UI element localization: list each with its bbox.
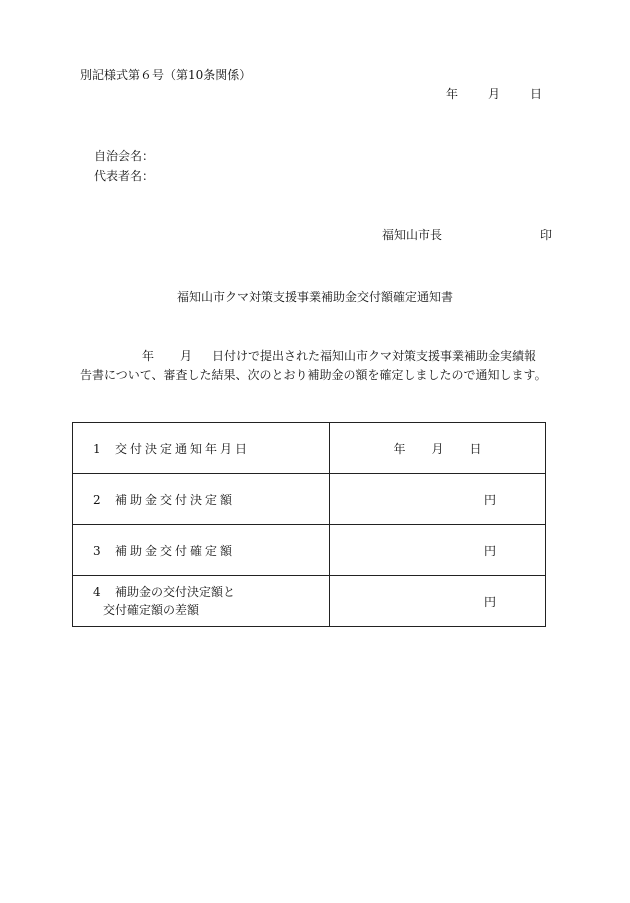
row-label-text: 補助金交付決定額 (115, 492, 236, 507)
row-number: 2 (93, 492, 101, 507)
issue-date (446, 85, 542, 102)
row-label (73, 423, 330, 474)
table-row (73, 576, 546, 627)
row-number: 3 (93, 543, 101, 558)
date-year-label: 年 (446, 87, 459, 101)
row-label-text: 交付決定通知年月日 (115, 441, 251, 456)
row-value (330, 423, 546, 474)
value-day-label: 日 (469, 441, 482, 456)
row-label (73, 525, 330, 576)
row-number: 1 (93, 441, 101, 456)
seal-mark: 印 (540, 228, 553, 242)
row-value: 円 (330, 525, 546, 576)
form-number: 別記様式第６号（第10条関係） (80, 68, 252, 82)
body-year-label: 年 (142, 349, 155, 363)
document-title: 福知山市クマ対策支援事業補助金交付額確定通知書 (176, 290, 453, 304)
date-day-label: 日 (530, 87, 543, 101)
table-row (73, 423, 546, 474)
value-year-label: 年 (393, 441, 406, 456)
body-month-label: 月 (180, 349, 193, 363)
row-label-text: 補助金交付確定額 (115, 543, 236, 558)
value-month-label: 月 (431, 441, 444, 456)
details-table (72, 422, 546, 627)
body-text-line-2: 告書について、審査した結果、次のとおり補助金の額を確定しましたので通知します。 (80, 368, 547, 382)
mayor-title: 福知山市長 (382, 228, 443, 242)
row-value: 円 (330, 576, 546, 627)
sender-line (382, 226, 553, 243)
date-month-label: 月 (488, 87, 501, 101)
row-value: 円 (330, 474, 546, 525)
row-label-text-line-2: 交付確定額の差額 (103, 603, 200, 617)
table-row (73, 474, 546, 525)
body-text-line-1 (142, 347, 536, 364)
body-line1-text: 日付けで提出された福知山市クマ対策支援事業補助金実績報 (212, 349, 537, 363)
row-label-text-line-1: 補助金の交付決定額と (115, 585, 236, 599)
table-row (73, 525, 546, 576)
row-label (73, 576, 330, 627)
representative-name-label: 代表者名： (94, 169, 155, 183)
row-label (73, 474, 330, 525)
row-number: 4 (93, 585, 101, 599)
association-name-label: 自治会名： (94, 149, 155, 163)
